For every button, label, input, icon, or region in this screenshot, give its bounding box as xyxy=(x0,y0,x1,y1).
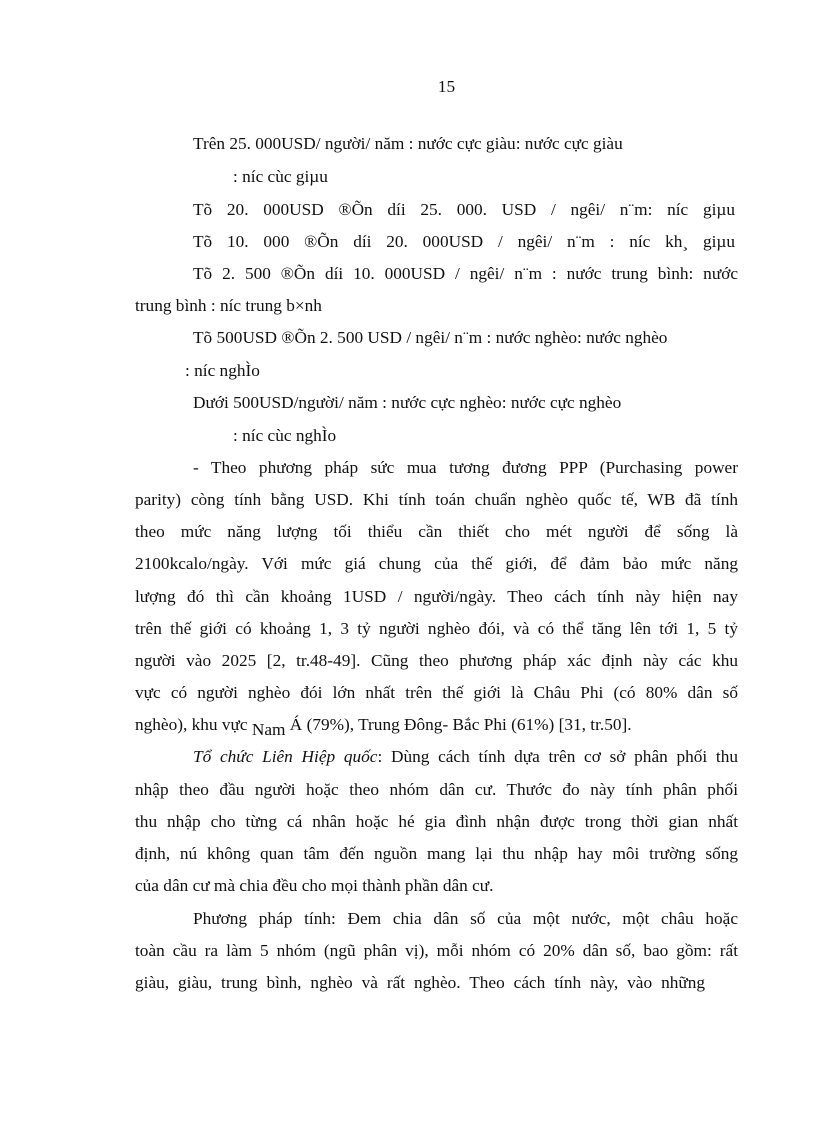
text-line: Tõ 500USD ®Õn 2. 500 USD / ngêi/ n¨m : nước nghèo: nước nghèo xyxy=(193,328,668,347)
text-line: Tõ 10. 000 ®Õn díi 20. 000USD / ngêi/ n¨m : níc kh¸ giµu xyxy=(193,232,735,251)
text-line: : níc cùc giµu xyxy=(233,167,328,186)
text-line: Dưới 500USD/người/ năm : nước cực nghèo: nước cực nghèo xyxy=(193,393,622,412)
text-line: : níc nghÌo xyxy=(185,361,260,380)
text-line: định, nú không quan tâm đến nguồn mang lại thu nhập hay môi trường sống xyxy=(135,844,738,863)
text-line: theo mức năng lượng tối thiểu cần thiết cho mét người để sống là xyxy=(135,522,738,541)
text-line: vực có người nghèo đói lớn nhất trên thế giới là Châu Phi (có 80% dân số xyxy=(135,683,738,702)
text-line: giàu, giàu, trung bình, nghèo và rất nghèo. Theo cách tính này, vào những xyxy=(135,973,705,992)
text-fragment-italic: Tổ chức Liên Hiệp quốc xyxy=(193,747,378,766)
text-line: Tõ 2. 500 ®Õn díi 10. 000USD / ngêi/ n¨m : nước trung bình: nước xyxy=(193,264,738,283)
text-line: parity) còng tính bằng USD. Khi tính toán chuẩn nghèo quốc tế, WB đã tính xyxy=(135,490,738,509)
text-line: Trên 25. 000USD/ người/ năm : nước cực giàu: nước cực giàu xyxy=(193,134,623,153)
text-line: lượng đó thì cần khoảng 1USD / người/ngày. Theo cách tính này hiện nay xyxy=(135,587,738,606)
text-line: người vào 2025 [2, tr.48-49]. Cũng theo phương pháp xác định này các khu xyxy=(135,651,738,670)
text-line: - Theo phương pháp sức mua tương đương PPP (Purchasing power xyxy=(193,458,738,477)
text-line: nhập theo đầu người hoặc theo nhóm dân cư. Thước đo này tính phân phối xyxy=(135,780,738,799)
text-fragment: Á (79%), Trung Đông- Bắc Phi (61%) [31, tr.50]. xyxy=(285,715,632,734)
text-line: trên thế giới có khoảng 1, 3 tỷ người nghèo đói, và có thể tăng lên tới 1, 5 tỷ xyxy=(135,619,738,638)
text-line: Tõ 20. 000USD ®Õn díi 25. 000. USD / ngêi/ n¨m: níc giµu xyxy=(193,200,735,219)
page-number: 15 xyxy=(437,77,456,96)
text-line: 2100kcalo/ngày. Với mức giá chung của thế giới, để đảm bảo mức năng xyxy=(135,554,738,573)
text-fragment-lowered: Nam xyxy=(251,720,286,739)
text-line xyxy=(135,715,632,739)
text-line: của dân cư mà chia đều cho mọi thành phần dân cư. xyxy=(135,876,494,895)
text-fragment: : Dùng cách tính dựa trên cơ sở phân phối thu xyxy=(377,747,738,766)
text-fragment: nghèo), khu vực xyxy=(135,715,252,734)
text-line: : níc cùc nghÌo xyxy=(233,426,337,445)
text-line: trung bình : níc trung b×nh xyxy=(135,296,322,315)
text-line: Phương pháp tính: Đem chia dân số của một nước, một châu hoặc xyxy=(193,909,738,928)
text-line xyxy=(193,747,738,767)
text-line: toàn cầu ra làm 5 nhóm (ngũ phân vị), mỗi nhóm có 20% dân số, bao gồm: rất xyxy=(135,941,738,960)
text-line: thu nhập cho từng cá nhân hoặc hé gia đình nhận được trong thời gian nhất xyxy=(135,812,738,831)
